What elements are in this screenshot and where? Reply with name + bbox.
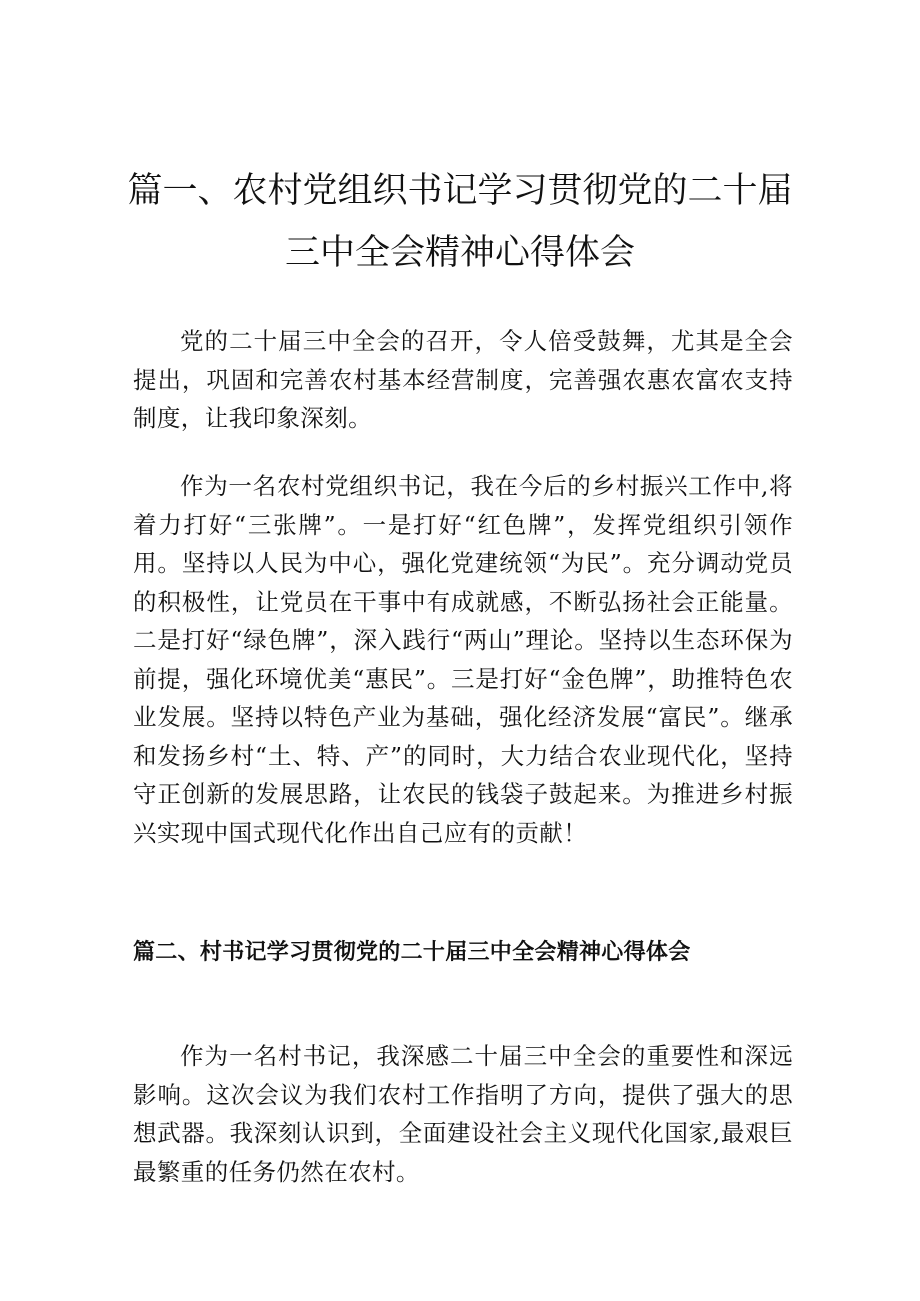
document-title [0,160,920,284]
section-2-heading: 篇二、村书记学习贯彻党的二十届三中全会精神心得体会 [133,940,691,965]
paragraph-three-cards: 作为一名农村党组织书记，我在今后的乡村振兴工作中,将着力打好“三张牌”。一是打好“红色牌”，发挥党组织引领作用。坚持以人民为中心，强化党建统领“为民”。充分调动党员的积极性，让党员在干事中有成就感，不断弘扬社会正能量。二是打好“绿色牌”，深入践行“两山”理论。坚持以生态环保为前提，强化环境优美“惠民”。三是打好“金色牌”，助推特色农业发展。坚持以特色产业为基础，强化经济发展“富民”。继承和发扬乡村“土、特、产”的同时，大力结合农业现代化，坚持守正创新的发展思路，让农民的钱袋子鼓起来。为推进乡村振兴实现中国式现代化作出自己应有的贡献！ [133,472,793,847]
document-title-line-2: 三中全会精神心得体会 [284,233,635,273]
section-2-paragraph: 作为一名村书记，我深感二十届三中全会的重要性和深远影响。这次会议为我们农村工作指明了方向，提供了强大的思想武器。我深刻认识到，全面建设社会主义现代化国家,最艰巨最繁重的任务仍然在农村。 [133,1042,793,1186]
document-title-line-1: 篇一、农村党组织书记学习贯彻党的二十届 [127,171,793,211]
paragraph-intro: 党的二十届三中全会的召开，令人倍受鼓舞，尤其是全会提出，巩固和完善农村基本经营制度，完善强农惠农富农支持制度，让我印象深刻。 [133,327,793,432]
